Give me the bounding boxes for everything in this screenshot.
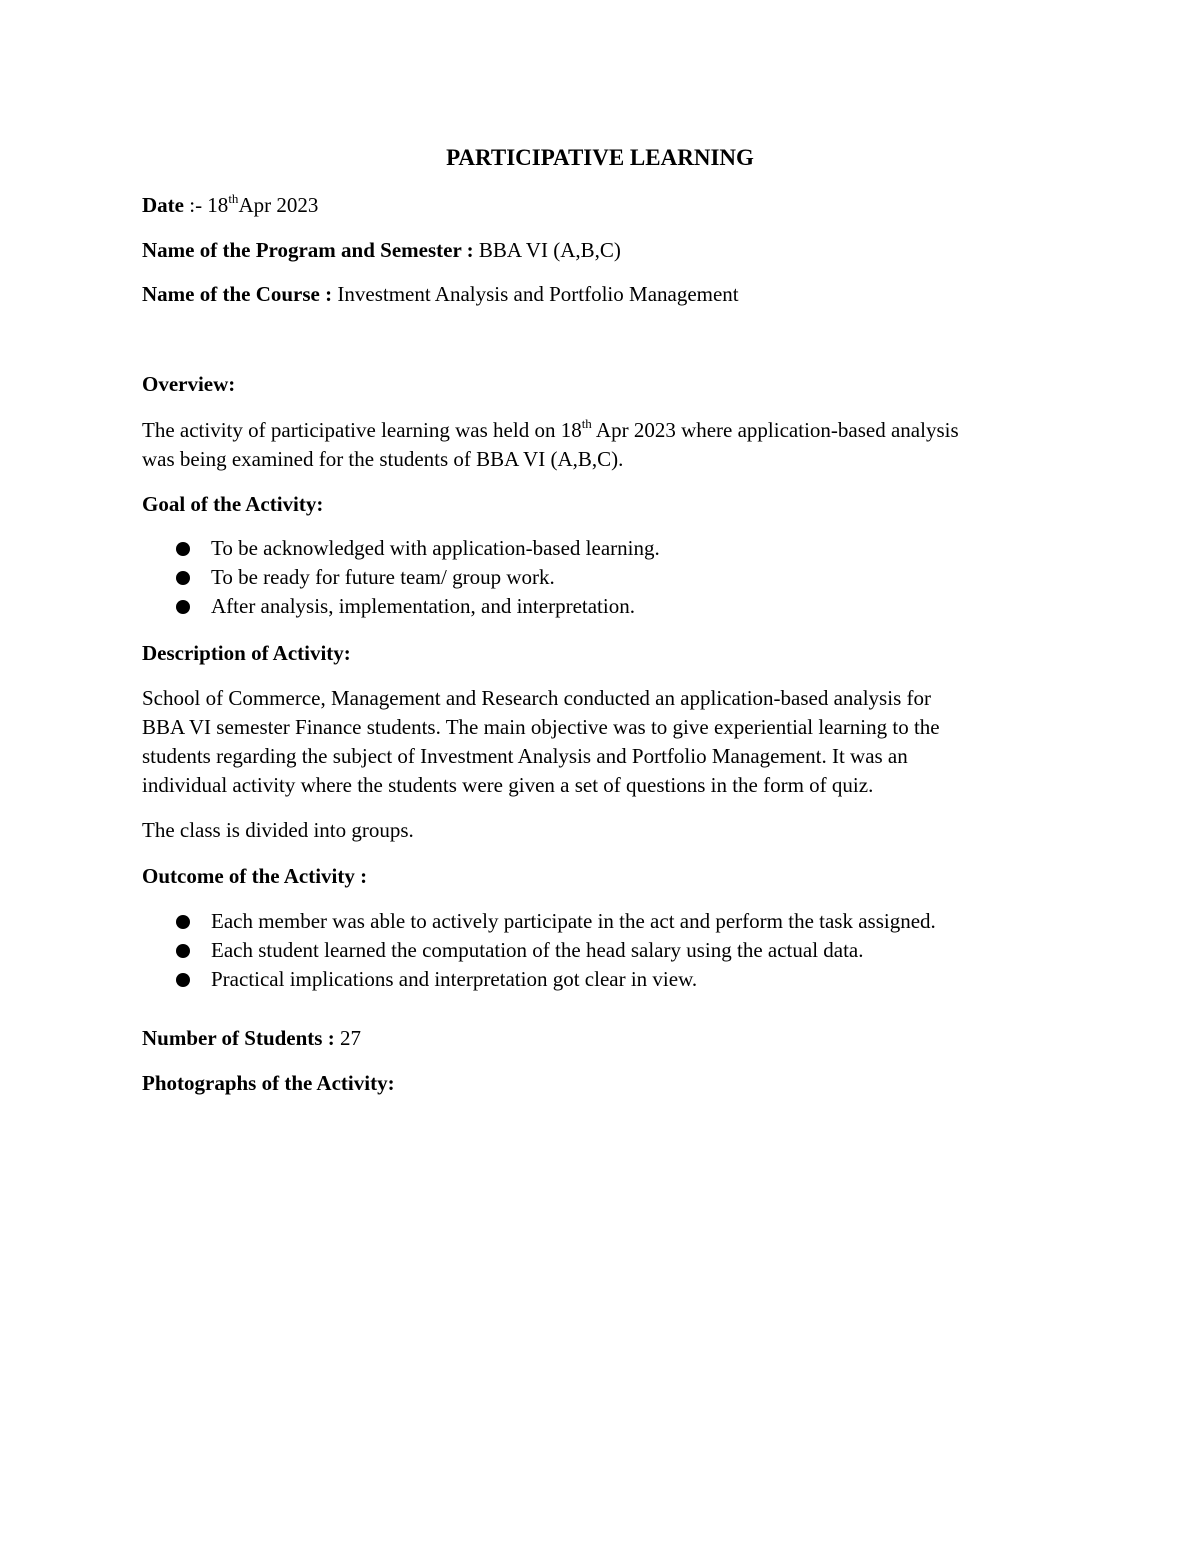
bullet-icon — [176, 915, 190, 929]
description-line-2: BBA VI semester Finance students. The main objective was to give experiential learning to the — [142, 715, 940, 739]
outcome-heading: Outcome of the Activity : — [142, 864, 368, 888]
students-label: Number of Students : — [142, 1026, 335, 1050]
date-day: :- 18 — [183, 193, 229, 217]
list-item-text: To be acknowledged with application-based learning. — [211, 536, 660, 560]
overview-heading: Overview: — [142, 372, 236, 396]
date-label: Date — [142, 193, 184, 217]
overview-suffix: th — [581, 416, 592, 431]
goal-heading: Goal of the Activity: — [142, 492, 324, 516]
description-line-4: individual activity where the students were given a set of questions in the form of quiz. — [142, 773, 874, 797]
bullet-icon — [176, 973, 190, 987]
list-item-text: Practical implications and interpretation got clear in view. — [211, 967, 698, 991]
goal-list — [176, 534, 660, 621]
overview-line-2: was being examined for the students of BBA VI (A,B,C). — [142, 447, 624, 471]
description-extra: The class is divided into groups. — [142, 818, 414, 842]
description-line-1: School of Commerce, Management and Research conducted an application-based analysis for — [142, 686, 931, 710]
overview-line-1 — [142, 416, 1072, 445]
course-label: Name of the Course : — [142, 282, 333, 306]
list-item-text: To be ready for future team/ group work. — [211, 565, 555, 589]
description-heading: Description of Activity: — [142, 641, 351, 665]
students-line — [142, 1024, 361, 1053]
list-item-text: Each student learned the computation of the head salary using the actual data. — [211, 938, 864, 962]
list-item — [176, 563, 660, 592]
overview-paragraph — [142, 416, 1072, 474]
date-line — [142, 191, 318, 220]
list-item — [176, 592, 660, 621]
overview-text-post: Apr 2023 where application-based analysis — [591, 418, 959, 442]
bullet-icon — [176, 571, 190, 585]
course-line — [142, 280, 739, 309]
program-value: BBA VI (A,B,C) — [473, 238, 621, 262]
document-title: PARTICIPATIVE LEARNING — [446, 145, 754, 170]
description-line-3: students regarding the subject of Investment Analysis and Portfolio Management. It was an — [142, 744, 908, 768]
students-value: 27 — [334, 1026, 361, 1050]
description-paragraph — [142, 684, 1072, 800]
date-suffix: th — [228, 191, 239, 206]
list-item — [176, 936, 936, 965]
list-item-text: Each member was able to actively participate in the act and perform the task assigned. — [211, 909, 936, 933]
list-item-text: After analysis, implementation, and interpretation. — [211, 594, 635, 618]
overview-text-pre: The activity of participative learning was held on 18 — [142, 418, 582, 442]
course-value: Investment Analysis and Portfolio Management — [332, 282, 739, 306]
program-line — [142, 236, 621, 265]
outcome-list — [176, 907, 936, 994]
list-item — [176, 907, 936, 936]
bullet-icon — [176, 600, 190, 614]
bullet-icon — [176, 944, 190, 958]
program-label: Name of the Program and Semester : — [142, 238, 474, 262]
date-value: Apr 2023 — [238, 193, 319, 217]
photos-heading: Photographs of the Activity: — [142, 1071, 395, 1095]
bullet-icon — [176, 542, 190, 556]
list-item — [176, 965, 936, 994]
list-item — [176, 534, 660, 563]
